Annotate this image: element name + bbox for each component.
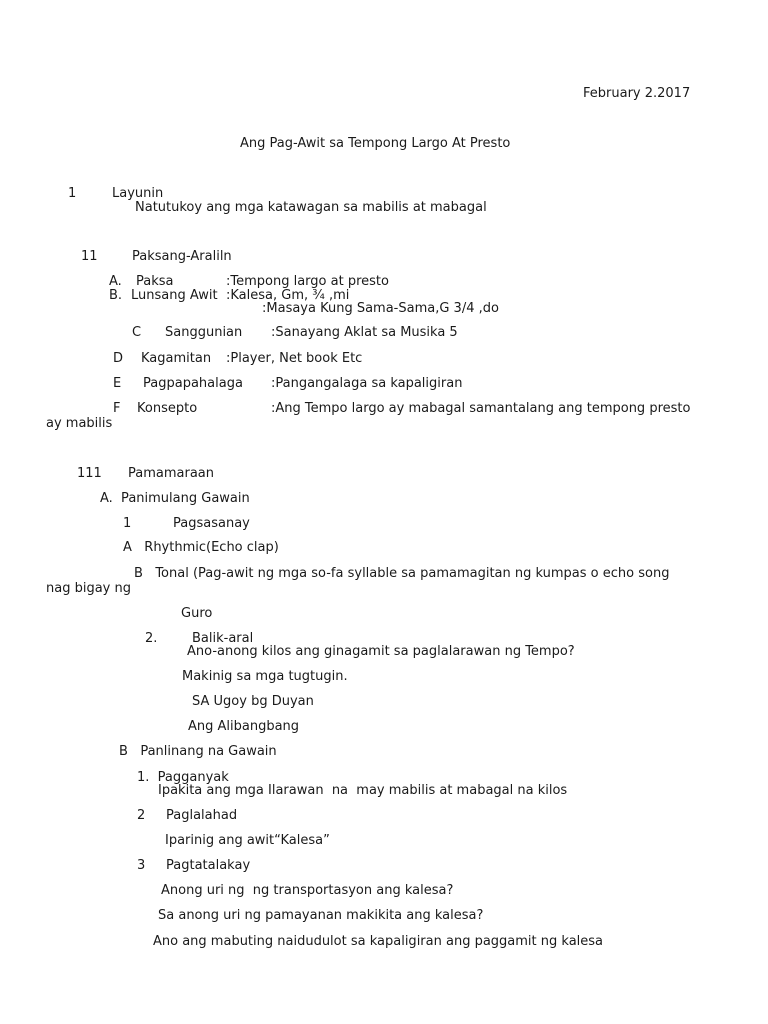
item-1-label: Pagsasanay [173,516,250,531]
item-f-value-2: ay mabilis [46,416,113,431]
item-a-value: :Tempong largo at presto [226,274,389,289]
item-d-value: :Player, Net book Etc [226,351,363,366]
paglalahad-label: Paglalahad [166,808,238,823]
item-d-letter: D [113,351,124,366]
item-c-label: Sanggunian [165,325,243,340]
song-1: SA Ugoy bg Duyan [192,694,314,709]
section-3-heading: Pamamaraan [128,466,214,481]
item-f-label: Konsepto [137,401,198,416]
pagganyak-heading: 1. Pagganyak [137,770,229,785]
item-e-value: :Pangangalaga sa kapaligiran [271,376,463,391]
subsection-b-heading: B Panlinang na Gawain [119,744,277,759]
makinig-text: Makinig sa mga tugtugin. [182,669,348,684]
tonal-line: B Tonal (Pag-awit ng mga so-fa syllable sa pamamagitan ng kumpas o echo song [134,566,670,581]
item-e-label: Pagpapahalaga [143,376,243,391]
item-2-label: Balik-aral [192,631,254,646]
item-c-value: :Sanayang Aklat sa Musika 5 [271,325,458,340]
item-b-value-2: :Masaya Kung Sama-Sama,G 3/4 ,do [262,301,499,316]
tonal-line-2: nag bigay ng [46,581,131,596]
section-2-heading: Paksang-Araliln [132,249,232,264]
section-1-heading: Layunin [112,186,164,201]
document-title: Ang Pag-Awit sa Tempong Largo At Presto [240,136,511,151]
item-f-value: :Ang Tempo largo ay mabagal samantalang ang tempong presto [271,401,691,416]
item-e-letter: E [113,376,122,391]
item-2-question: Ano-anong kilos ang ginagamit sa paglalarawan ng Tempo? [187,644,575,659]
question-1: Anong uri ng ng transportasyon ang kalesa? [161,883,454,898]
subsection-a-heading: A. Panimulang Gawain [100,491,250,506]
item-b-value: :Kalesa, Gm, ¾ ,mi [226,288,350,303]
item-1-number: 1 [123,516,132,531]
pagtatalakay-number: 3 [137,858,146,873]
item-a-label: Paksa [136,274,174,289]
pagtatalakay-label: Pagtatalakay [166,858,251,873]
rhythmic-line: A Rhythmic(Echo clap) [123,540,279,555]
item-d-label: Kagamitan [141,351,212,366]
song-2: Ang Alibangbang [188,719,300,734]
question-3: Ano ang mabuting naidudulot sa kapaligiran ang paggamit ng kalesa [153,934,604,949]
item-a-letter: A. [109,274,122,289]
pagganyak-text: Ipakita ang mga Ilarawan na may mabilis at mabagal na kilos [158,783,568,798]
document-date: February 2.2017 [583,86,691,101]
guro-text: Guro [181,606,213,621]
paglalahad-text: Iparinig ang awit“Kalesa” [165,833,330,848]
item-f-letter: F [113,401,121,416]
section-1-number: 1 [68,186,77,201]
paglalahad-number: 2 [137,808,146,823]
section-3-number: 111 [77,466,102,481]
section-1-text: Natutukoy ang mga katawagan sa mabilis at mabagal [135,200,487,215]
item-2-number: 2. [145,631,158,646]
question-2: Sa anong uri ng pamayanan makikita ang kalesa? [158,908,484,923]
item-b-letter: B. [109,288,123,303]
item-b-label: Lunsang Awit [131,288,218,303]
section-2-number: 11 [81,249,98,264]
item-c-letter: C [132,325,142,340]
